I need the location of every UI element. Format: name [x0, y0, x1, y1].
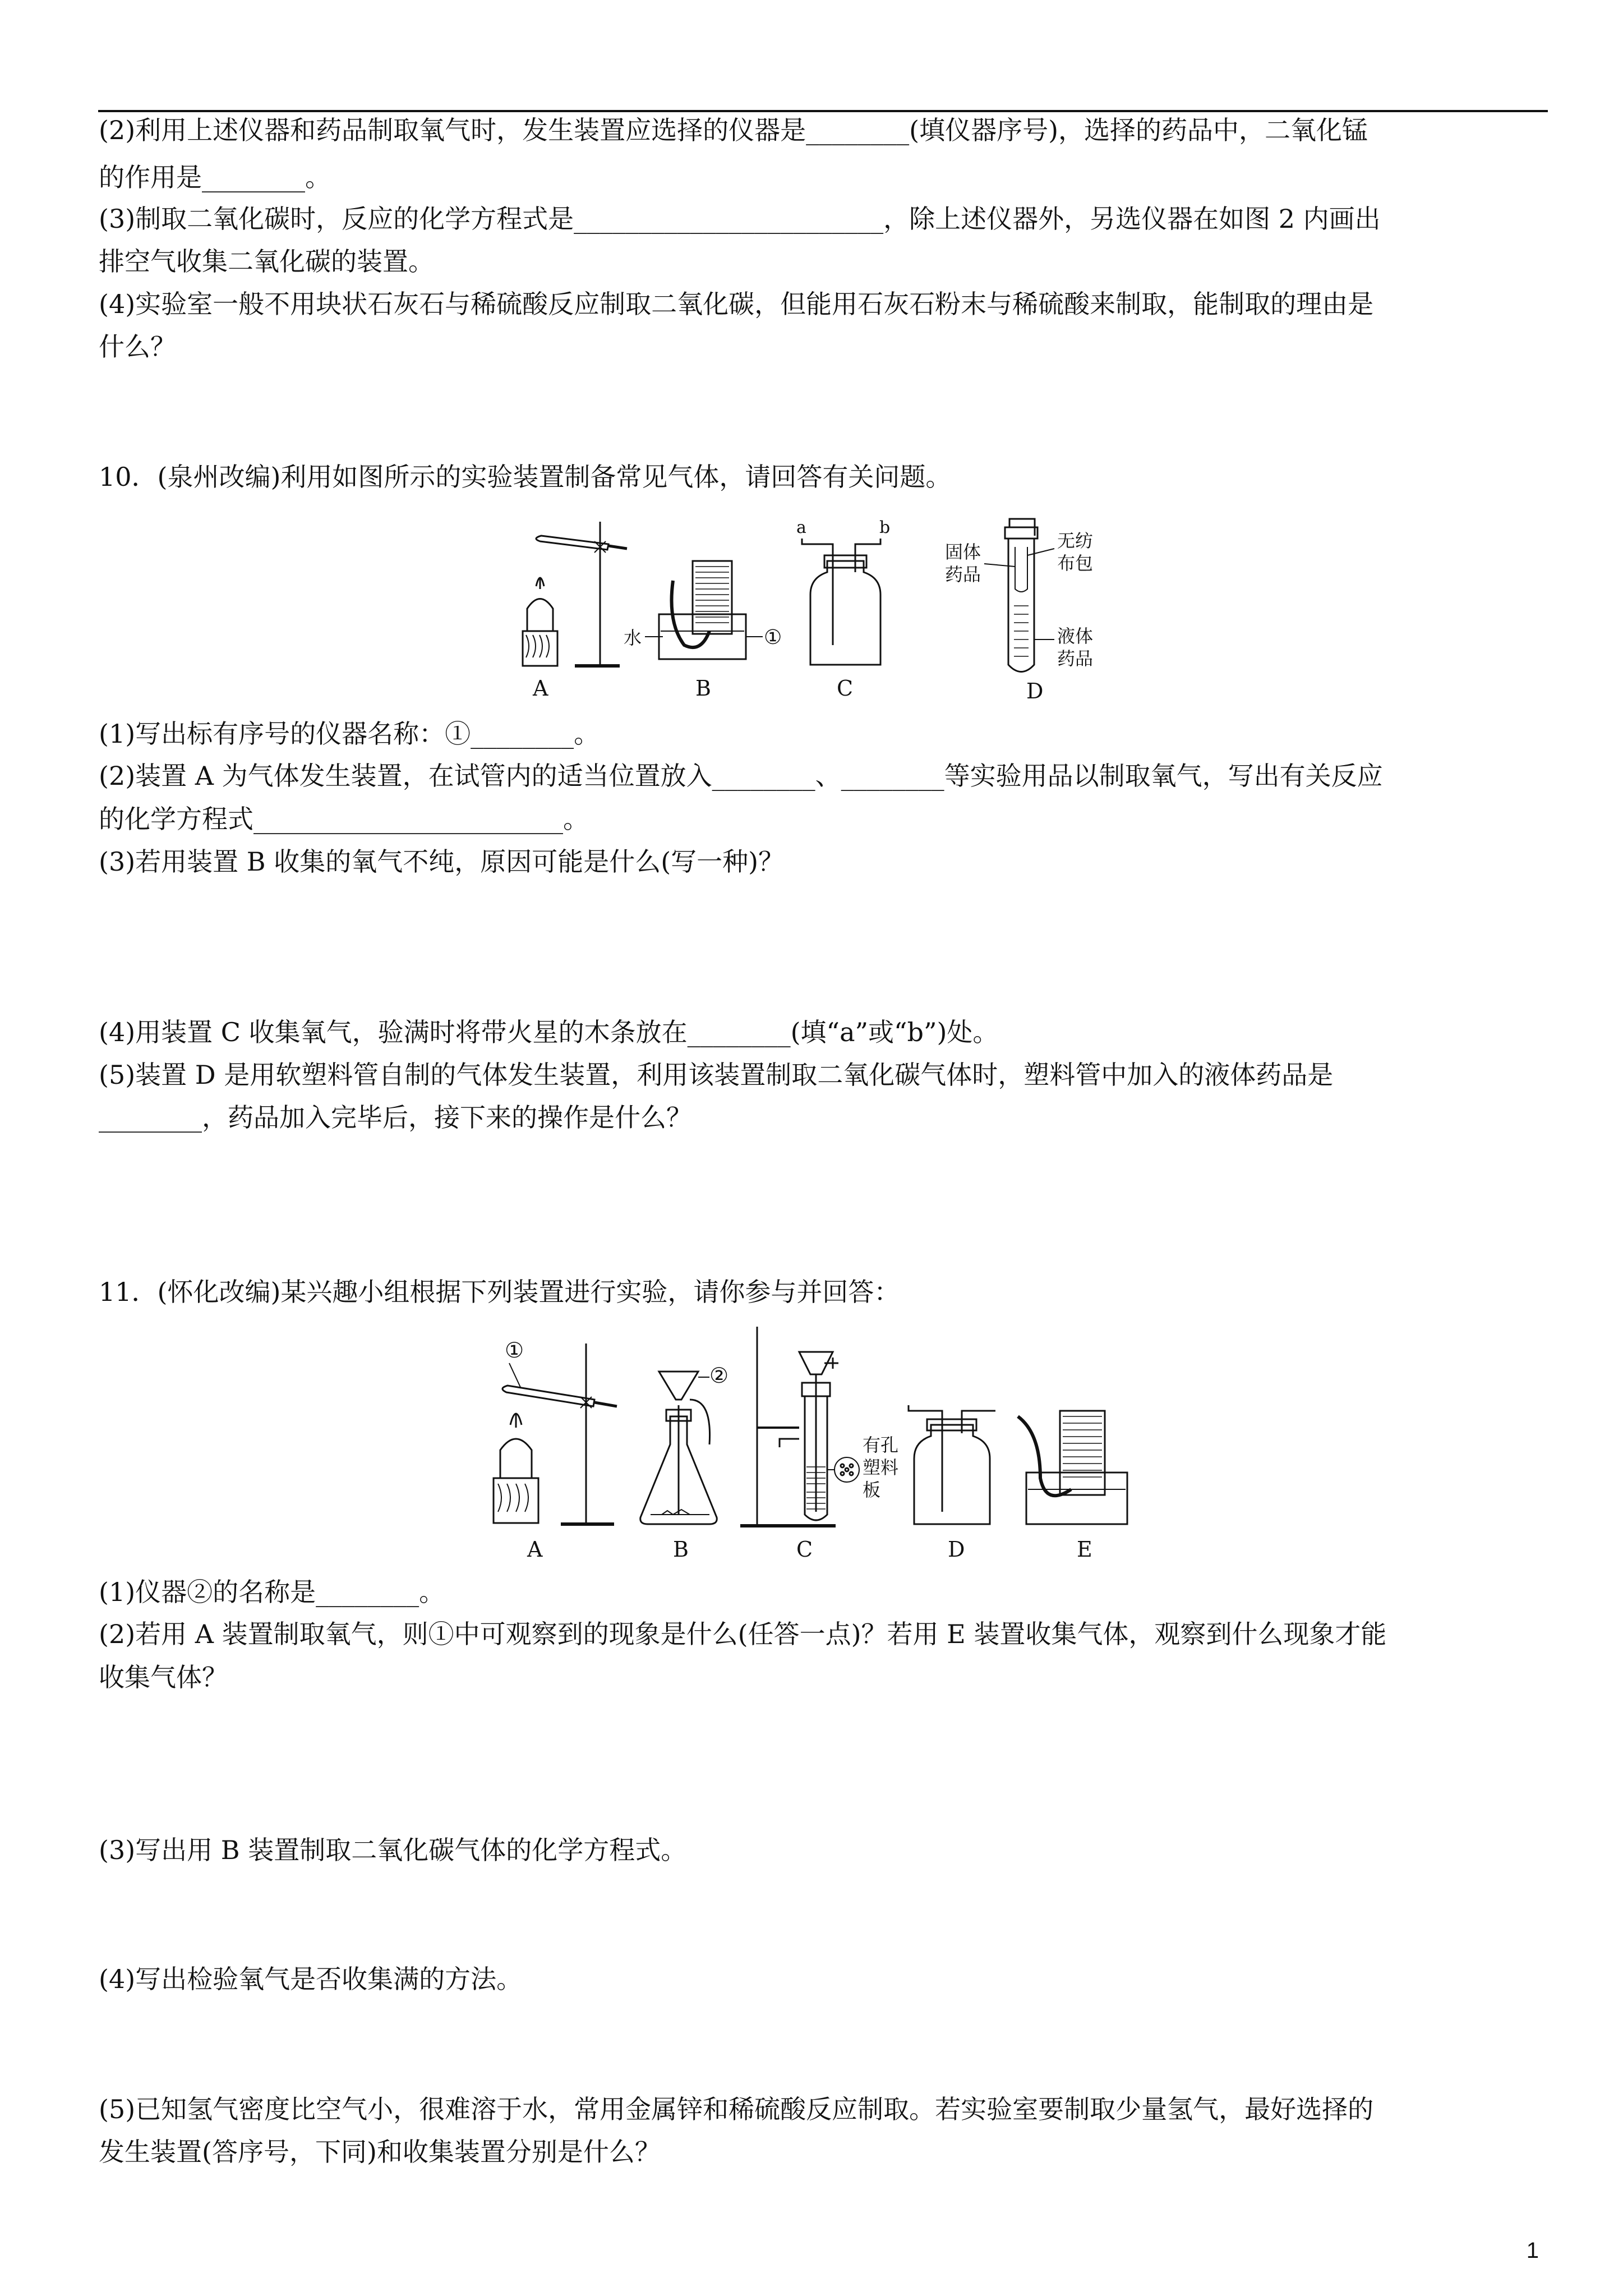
q10-part2-line2: 的化学方程式________________________。: [99, 804, 589, 834]
q11-apparatus-a: [494, 1343, 617, 1524]
q11-apparatus-c: [740, 1327, 859, 1526]
q11-plate-label-1: 有孔: [863, 1434, 899, 1456]
q11-part4: (4)写出检验氧气是否收集满的方法。: [99, 1964, 523, 1994]
q10-part2-line1: (2)装置 A 为气体发生装置，在试管内的适当位置放入________、________等实验用品以制取氧气，写出有关反应: [99, 761, 1383, 791]
q11-heading: 11．(怀化改编)某兴趣小组根据下列装置进行实验，请你参与并回答：: [99, 1277, 900, 1307]
q11-apparatus-b: [640, 1372, 717, 1524]
q9-part3-line2: 排空气收集二氧化碳的装置。: [99, 246, 434, 277]
q10-heading: 10．(泉州改编)利用如图所示的实验装置制备常见气体，请回答有关问题。: [99, 462, 952, 492]
q11-label-e: E: [1077, 1537, 1092, 1562]
q10-apparatus-a: [523, 522, 627, 666]
q11-part2-line1: (2)若用 A 装置制取氧气，则①中可观察到的现象是什么(任答一点)？若用 E 装置收集气体，观察到什么现象才能: [99, 1619, 1387, 1649]
q11-label-a: A: [527, 1537, 543, 1562]
q10-solid-label-1: 固体: [945, 541, 981, 563]
q10-apparatus-c: [802, 539, 880, 665]
q11-label-c: C: [796, 1537, 813, 1562]
q10-label-c: C: [837, 676, 854, 701]
q11-apparatus-d: [909, 1405, 995, 1524]
q11-apparatus-e: [1018, 1411, 1127, 1524]
q10-label-a: A: [533, 676, 548, 701]
q9-part4-line2: 什么？: [99, 332, 176, 362]
q10-part5-line2: ________，药品加入完毕后，接下来的操作是什么？: [99, 1102, 692, 1133]
q10-bag-label-2: 布包: [1057, 553, 1094, 574]
q10-label-b: B: [695, 676, 711, 701]
q11-part5-line1: (5)已知氢气密度比空气小，很难溶于水，常用金属锌和稀硫酸反应制取。若实验室要制取少量氢气，最好选择的: [99, 2094, 1374, 2124]
q10-port-b: b: [879, 518, 891, 537]
q11-circled-1: ①: [505, 1338, 524, 1363]
q11-label-b: B: [673, 1537, 689, 1562]
q10-liquid-label-2: 药品: [1057, 648, 1094, 669]
q10-apparatus-b: [645, 561, 763, 659]
header-rule: [98, 110, 1548, 112]
q10-bag-label-1: 无纺: [1057, 530, 1094, 551]
q11-part5-line2: 发生装置(答序号，下同)和收集装置分别是什么？: [99, 2137, 661, 2167]
q9-part2-line1: (2)利用上述仪器和药品制取氧气时，发生装置应选择的仪器是________(填仪器序号)，选择的药品中，二氧化锰: [99, 115, 1368, 145]
q10-solid-label-2: 药品: [945, 564, 981, 585]
q11-part3: (3)写出用 B 装置制取二氧化碳气体的化学方程式。: [99, 1835, 687, 1865]
page-number: 1: [1526, 2238, 1539, 2263]
q10-apparatus-figure: [516, 510, 1133, 712]
q11-label-d: D: [948, 1537, 965, 1562]
q11-plate-label-2: 塑料: [863, 1457, 899, 1478]
q11-part2-line2: 收集气体？: [99, 1662, 228, 1692]
q10-label-d: D: [1026, 679, 1044, 703]
q11-part1: (1)仪器②的名称是________。: [99, 1577, 445, 1607]
q10-water-label: 水: [624, 627, 642, 648]
q10-apparatus-d: [984, 519, 1054, 672]
q10-part1: (1)写出标有序号的仪器名称：①________。: [99, 719, 600, 749]
q10-port-a: a: [796, 518, 806, 537]
q11-plate-label-3: 板: [863, 1479, 881, 1501]
q9-part4-line1: (4)实验室一般不用块状石灰石与稀硫酸反应制取二氧化碳，但能用石灰石粉末与稀硫酸来制取，能制取的理由是: [99, 289, 1374, 319]
q10-part5-line1: (5)装置 D 是用软塑料管自制的气体发生装置，利用该装置制取二氧化碳气体时，塑料管中加入的液体药品是: [99, 1060, 1334, 1090]
q9-part3-line1: (3)制取二氧化碳时，反应的化学方程式是________________________，除上述仪器外，另选仪器在如图 2 内画出: [99, 204, 1381, 234]
q10-circled-1: ①: [764, 626, 782, 649]
q9-part2-line2: 的作用是________。: [99, 162, 331, 192]
q10-part3: (3)若用装置 B 收集的氧气不纯，原因可能是什么(写一种)？: [99, 846, 785, 877]
q11-apparatus-figure: [488, 1321, 1133, 1568]
q10-part4: (4)用装置 C 收集氧气，验满时将带火星的木条放在________(填“a”或“b”)处。: [99, 1017, 999, 1047]
q11-circled-2: ②: [709, 1363, 729, 1388]
q10-liquid-label-1: 液体: [1057, 625, 1094, 647]
